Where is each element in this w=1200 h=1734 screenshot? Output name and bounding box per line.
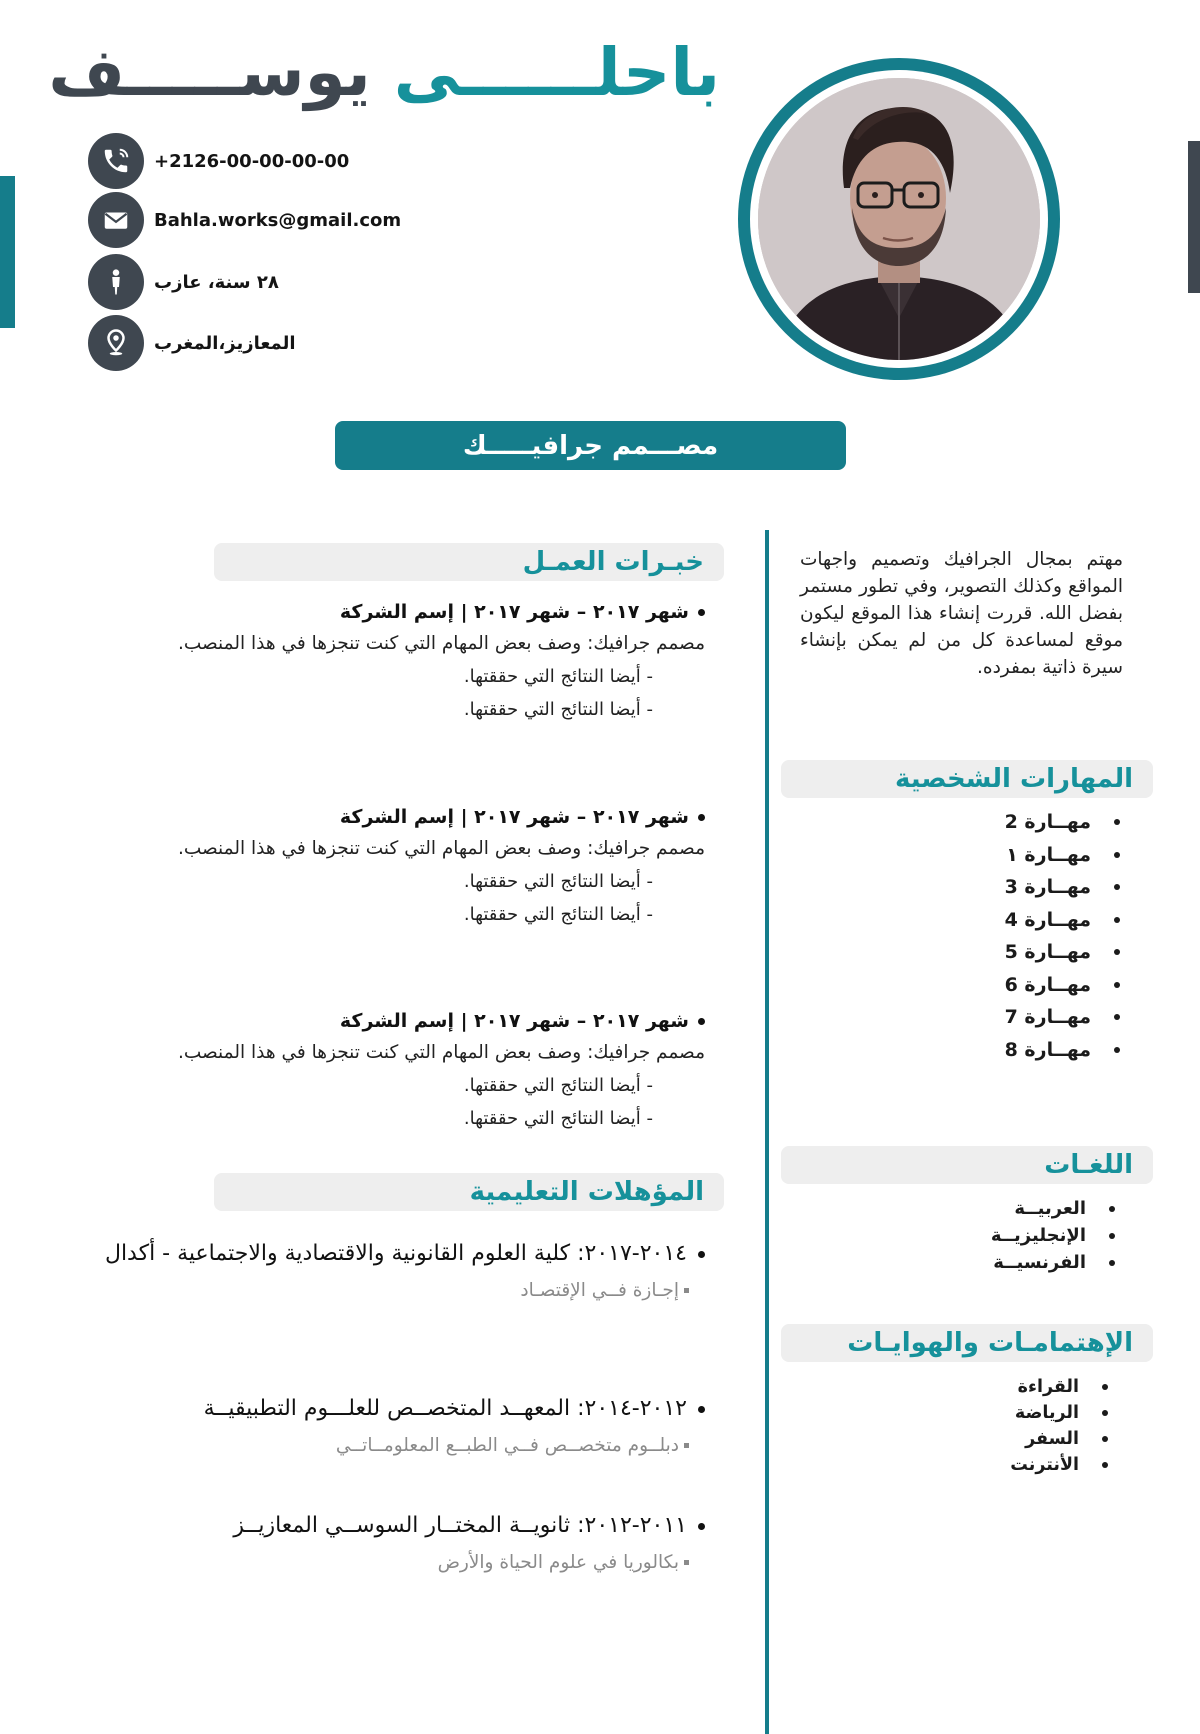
skill-item: مهــارة 6: [1000, 969, 1125, 1002]
profile-summary: مهتم بمجال الجرافيك وتصميم واجهات المواقع وكذلك التصوير، وفي تطور مستمر بفضل الله. قررت إنشاء هذا الموقع ليكون موقع لمساعدة كل من لم يمكن بإنشاء سيرة ذاتية بمفرده.: [800, 549, 1123, 678]
full-name: [48, 28, 720, 118]
experience-result: - أيضا النتائج التي حققتها.: [463, 904, 653, 925]
skill-item: مهــارة ١: [1000, 839, 1125, 872]
interest-item: الأنترنت: [1000, 1452, 1113, 1478]
education-item: [95, 1506, 705, 1580]
experience-description: مصمم جرافيك: وصف بعض المهام التي كنت تنجزها في هذا المنصب.: [177, 838, 705, 859]
profile-photo-frame: [738, 58, 1060, 380]
education-section-header: المؤهلات التعليمية: [214, 1173, 724, 1211]
contact-location-row: [88, 315, 296, 371]
phone-icon: [88, 133, 144, 189]
experience-title: شهر ٢٠١٧ – شهر ٢٠١٧ | إسم الشركة: [95, 802, 705, 832]
education-item: [95, 1389, 705, 1463]
education-subtitle: بكالوريا في علوم الحياة والأرض: [95, 1546, 705, 1580]
education-subtitle: إجـازة فــي الإقتصـاد: [95, 1274, 705, 1308]
contact-age-row: [88, 254, 279, 310]
profile-photo: [758, 78, 1040, 360]
contact-email-row: [88, 192, 401, 248]
experience-description: مصمم جرافيك: وصف بعض المهام التي كنت تنجزها في هذا المنصب.: [177, 633, 705, 654]
contact-phone-row: [88, 133, 349, 189]
experience-item: [95, 1006, 705, 1135]
skills-list: [1000, 806, 1125, 1066]
experience-result: - أيضا النتائج التي حققتها.: [463, 1075, 653, 1096]
skill-item: مهــارة 3: [1000, 871, 1125, 904]
experience-description: مصمم جرافيك: وصف بعض المهام التي كنت تنجزها في هذا المنصب.: [177, 1042, 705, 1063]
education-title: ٢٠١٤-٢٠١٧: كلية العلوم القانونية والاقتصادية والاجتماعية - أكدال: [95, 1234, 705, 1274]
experience-result: - أيضا النتائج التي حققتها.: [463, 666, 653, 687]
skill-item: مهــارة 7: [1000, 1001, 1125, 1034]
experience-result: - أيضا النتائج التي حققتها.: [463, 699, 653, 720]
location: المعازيز،المغرب: [154, 332, 296, 354]
age-status: ٢٨ سنة، عازب: [154, 271, 279, 293]
column-divider: [765, 530, 769, 1734]
experience-item: [95, 802, 705, 931]
skill-item: مهــارة 5: [1000, 936, 1125, 969]
location-pin-icon: [88, 315, 144, 371]
education-title: ٢٠١٢-٢٠١٤: المعهــد المتخصــص للعلـــوم التطبيقيــة: [95, 1389, 705, 1429]
right-accent-bar: [1188, 141, 1200, 293]
interests-list: [1000, 1374, 1113, 1478]
person-icon: [88, 254, 144, 310]
first-name: باحلــــــى: [393, 34, 720, 111]
phone-number: +2126-00-00-00-00: [154, 150, 350, 172]
language-item: العربيــة: [1000, 1195, 1120, 1222]
experience-section-header: خبـرات العمـل: [214, 543, 724, 581]
interests-section-header: الإهتمامـات والهوايـات: [781, 1324, 1153, 1362]
experience-title: شهر ٢٠١٧ – شهر ٢٠١٧ | إسم الشركة: [95, 597, 705, 627]
interest-item: السفر: [1000, 1426, 1113, 1452]
interest-item: القراءة: [1000, 1374, 1113, 1400]
languages-list: [990, 1195, 1120, 1276]
language-item: الفرنسيــة: [1000, 1249, 1120, 1276]
job-title: مصـــمم جرافيـــــك: [462, 430, 719, 461]
languages-section-header: اللغـات: [781, 1146, 1153, 1184]
skill-item: مهــارة 8: [1000, 1034, 1125, 1067]
interest-item: الرياضة: [1000, 1400, 1113, 1426]
experience-result: - أيضا النتائج التي حققتها.: [463, 1108, 653, 1129]
experience-result: - أيضا النتائج التي حققتها.: [463, 871, 653, 892]
experience-item: [95, 597, 705, 726]
experience-title: شهر ٢٠١٧ – شهر ٢٠١٧ | إسم الشركة: [95, 1006, 705, 1036]
education-item: [95, 1234, 705, 1308]
language-item: الإنجليزيــة: [1000, 1222, 1120, 1249]
skills-section-header: المهارات الشخصية: [781, 760, 1153, 798]
education-title: ٢٠١١-٢٠١٢: ثانويــة المختــار السوســي المعازيــز: [95, 1506, 705, 1546]
education-subtitle: دبلــوم متخصــص فــي الطبــع المعلومــاتــي: [95, 1429, 705, 1463]
envelope-icon: [88, 192, 144, 248]
left-accent-bar: [0, 176, 15, 328]
job-title-banner: [335, 421, 846, 470]
email-address[interactable]: Bahla.works@gmail.com: [154, 209, 402, 231]
skill-item: مهــارة 2: [1000, 806, 1125, 839]
last-name: يوســـــف: [48, 34, 371, 111]
skill-item: مهــارة 4: [1000, 904, 1125, 937]
